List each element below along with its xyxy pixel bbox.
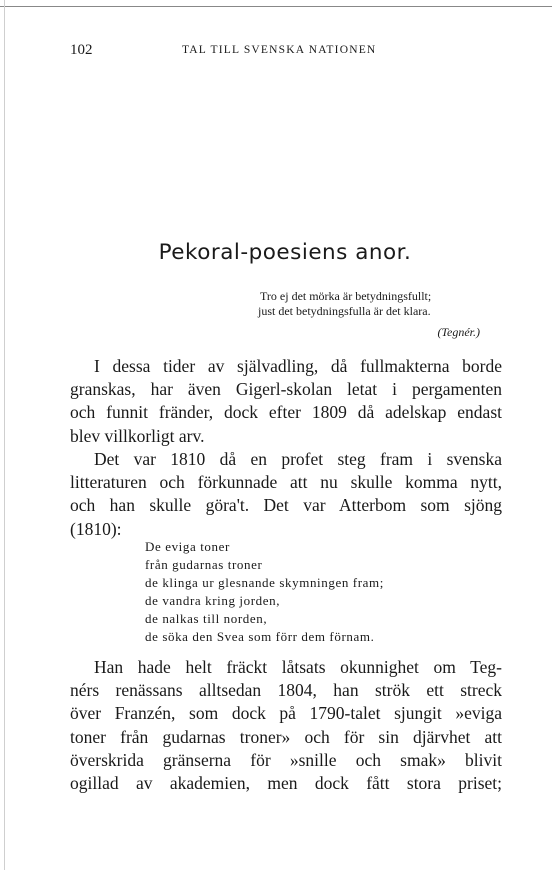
page-edge-left	[4, 0, 5, 870]
chapter-title: Pekoral-poesiens anor.	[158, 240, 412, 265]
text-line: I dessa tider av självadling, då fullmakterna borde	[94, 356, 502, 376]
text-line: litteraturen och förkunnade att nu skulle komma nytt,	[70, 472, 502, 493]
paragraph-1	[70, 355, 502, 448]
paragraph-2	[70, 448, 502, 541]
poem-line: de klinga ur glesnande skymningen fram;	[145, 575, 384, 590]
poem-line: De eviga toner	[145, 539, 230, 554]
poem-line: de söka den Svea som förr dem förnam.	[145, 629, 375, 644]
text-line: ogillad av akademien, men dock fått stora priset;	[70, 772, 502, 793]
epigraph-attribution: (Tegnér.)	[437, 325, 480, 339]
page-header	[70, 42, 500, 62]
poem-line: de nalkas till norden,	[145, 611, 268, 626]
text-line: överskrida gränserna för »snille och smak» blivit	[70, 749, 502, 770]
page-number: 102	[70, 42, 93, 58]
text-line: Han hade helt fräckt låtsats okunnighet om Teg-	[94, 657, 502, 677]
poem-line: de vandra kring jorden,	[145, 593, 281, 608]
running-head: TAL TILL SVENSKA NATIONEN	[182, 44, 377, 56]
text-line: blev villkorligt arv.	[70, 425, 205, 446]
poem-quote	[145, 538, 384, 646]
text-line: (1810):	[70, 518, 122, 539]
text-line: över Franzén, som dock på 1790-talet sjungit »eviga	[70, 703, 502, 724]
text-line: och han skulle göra't. Det var Atterbom som sjöng	[70, 495, 502, 516]
text-line: granskas, har även Gigerl-skolan letat i pergamenten	[70, 379, 502, 400]
text-line: och funnit fränder, dock efter 1809 då adelskap endast	[70, 402, 502, 423]
paragraph-3	[70, 656, 502, 795]
text-line: nérs renässans alltsedan 1804, han strök ett streck	[70, 680, 502, 701]
epigraph-line: just det betydningsfulla är det klara.	[258, 304, 431, 318]
text-line: toner från gudarnas troner» och för sin djärvhet att	[70, 726, 502, 747]
epigraph-line: Tro ej det mörka är betydningsfullt;	[260, 289, 432, 303]
text-line: Det var 1810 då en profet steg fram i svenska	[94, 449, 502, 469]
epigraph	[258, 289, 431, 319]
poem-line: från gudarnas troner	[145, 557, 263, 572]
page-edge-top	[0, 6, 552, 7]
